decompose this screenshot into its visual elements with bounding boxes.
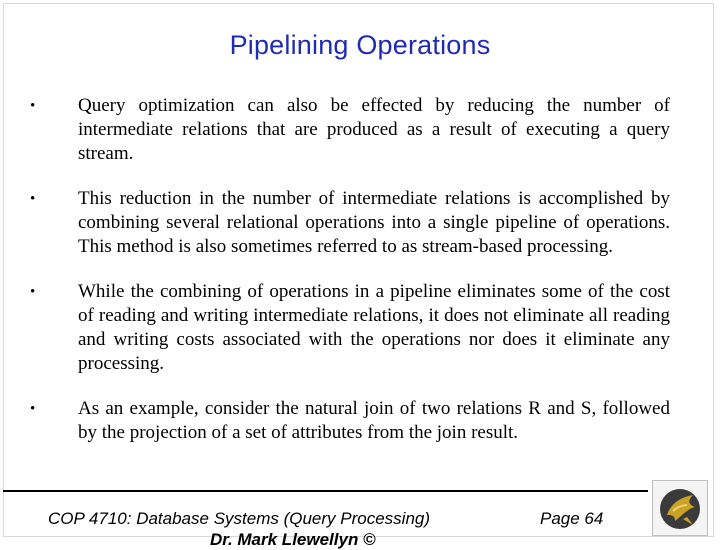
footer-course-title: COP 4710: Database Systems (Query Processing) [48,509,431,528]
footer-page-number: Page 64 [540,509,604,528]
bullet-icon: • [30,401,36,417]
bullet-text: This reduction in the number of intermediate relations is accomplished by combining several relational operations into a single pipeline of operations. This method is also sometimes referred to as stream-based processing. [78,188,670,257]
bullet-list [30,94,670,466]
ucf-pegasus-logo-icon [652,480,708,536]
bullet-text: While the combining of operations in a pipeline eliminates some of the cost of reading and writing intermediate relations, it does not eliminate all reading and writing costs associated with the operations nor does it eliminate any processing. [78,281,670,374]
slide-title: Pipelining Operations [229,30,491,60]
bullet-item [30,280,670,376]
bullet-item [30,94,670,166]
bullet-icon: • [30,98,36,114]
bullet-item [30,397,670,445]
bullet-text: As an example, consider the natural join of two relations R and S, followed by the projection of a set of attributes from the join result. [78,398,670,443]
footer-divider [3,490,648,492]
footer-author: Dr. Mark Llewellyn © [210,530,376,549]
bullet-item [30,187,670,259]
bullet-icon: • [30,284,36,300]
bullet-text: Query optimization can also be effected by reducing the number of intermediate relations that are produced as a result of executing a query stream. [78,95,670,164]
bullet-icon: • [30,191,36,207]
